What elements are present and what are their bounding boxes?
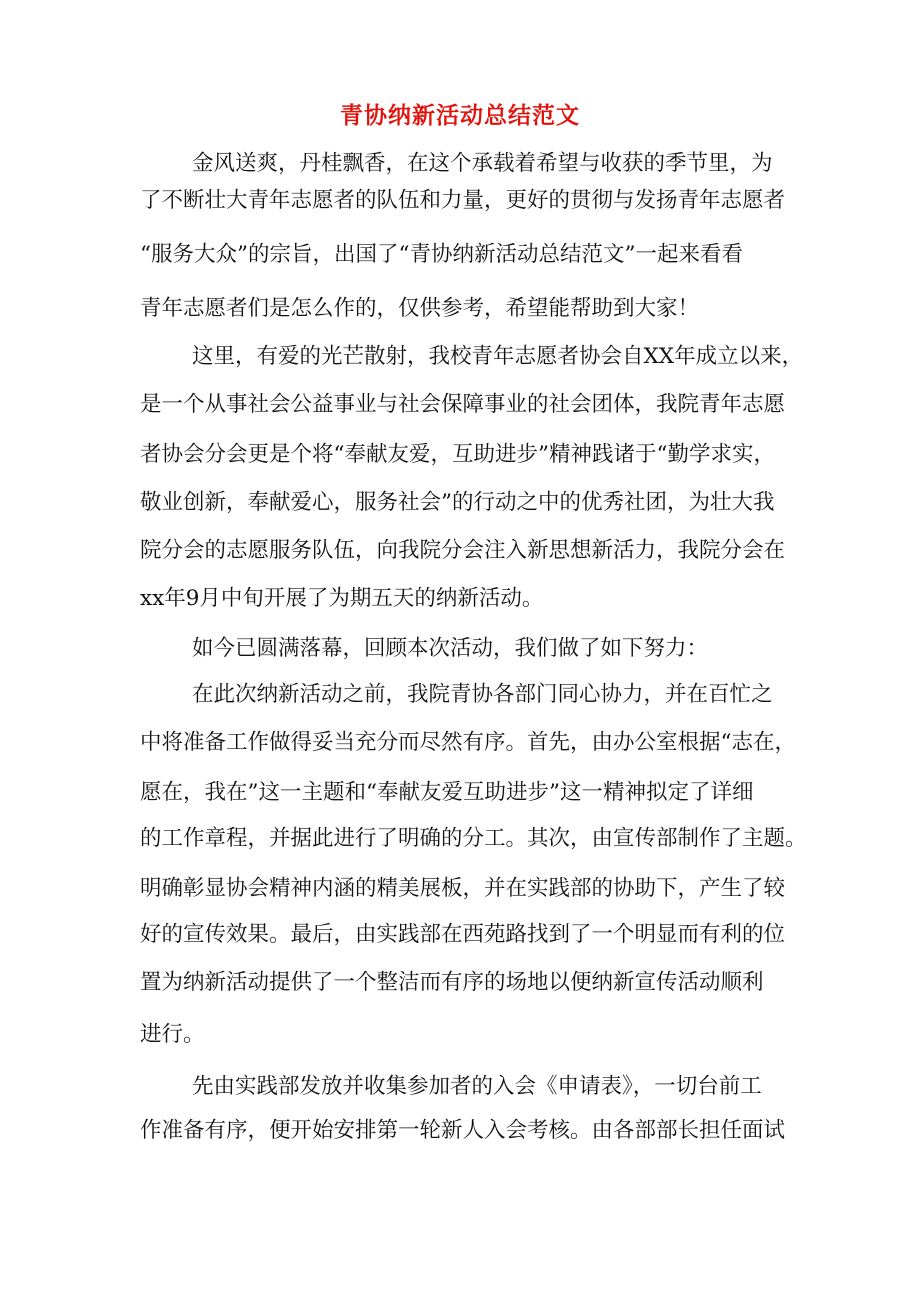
paragraph-4-line-8: 进行。 <box>140 1022 205 1047</box>
paragraph-4-line-5: 明确彰显协会精神内涵的精美展板，并在实践部的协助下，产生了较 <box>140 876 786 901</box>
paragraph-4-line-7: 置为纳新活动提供了一个整洁而有序的场地以便纳新宣传活动顺利 <box>140 970 764 995</box>
paragraph-4-line-1: 在此次纳新活动之前，我院青协各部门同心协力，并在百忙之 <box>192 682 773 707</box>
paragraph-2-line-3: 者协会分会更是个将“奉献友爱，互助进步”精神践诸于“勤学求实， <box>140 442 775 467</box>
paragraph-5-line-1: 先由实践部发放并收集参加者的入会《申请表》，一切台前工 <box>192 1074 762 1099</box>
paragraph-2-line-6: xx年9月中旬开展了为期五天的纳新活动。 <box>140 586 544 611</box>
paragraph-4-line-6: 好的宣传效果。最后，由实践部在西苑路找到了一个明显而有利的位 <box>140 922 786 947</box>
paragraph-3-line-1: 如今已圆满落幕，回顾本次活动，我们做了如下努力： <box>192 636 709 661</box>
paragraph-4-line-2: 中将准备工作做得妥当充分而尽然有序。首先，由办公室根据“志在， <box>140 730 796 755</box>
paragraph-1-line-1: 金风送爽，丹桂飘香，在这个承载着希望与收获的季节里，为 <box>192 151 773 176</box>
paragraph-2-line-4: 敬业创新，奉献爱心，服务社会”的行动之中的优秀社团，为壮大我 <box>140 490 775 515</box>
paragraph-1-line-2: 了不断壮大青年志愿者的队伍和力量，更好的贯彻与发扬青年志愿者 <box>140 188 786 213</box>
paragraph-4-line-4: 的工作章程，并据此进行了明确的分工。其次，由宣传部制作了主题。 <box>140 826 807 851</box>
paragraph-5-line-2: 作准备有序，便开始安排第一轮新人入会考核。由各部部长担任面试 <box>140 1118 786 1143</box>
paragraph-4-line-3: 愿在，我在”这一主题和“奉献友爱互助进步”这一精神拟定了详细 <box>140 780 754 805</box>
document-title: 青协纳新活动总结范文 <box>340 102 580 129</box>
paragraph-2-line-5: 院分会的志愿服务队伍，向我院分会注入新思想新活力，我院分会在 <box>140 538 786 563</box>
paragraph-2-line-2: 是一个从事社会公益事业与社会保障事业的社会团体，我院青年志愿 <box>140 392 786 417</box>
paragraph-2-line-1: 这里，有爱的光芒散射，我校青年志愿者协会自XX年成立以来， <box>192 344 804 369</box>
paragraph-1-line-4: 青年志愿者们是怎么作的，仅供参考，希望能帮助到大家！ <box>140 296 700 321</box>
paragraph-1-line-3: “服务大众”的宗旨，出国了“青协纳新活动总结范文”一起来看看 <box>140 242 743 267</box>
